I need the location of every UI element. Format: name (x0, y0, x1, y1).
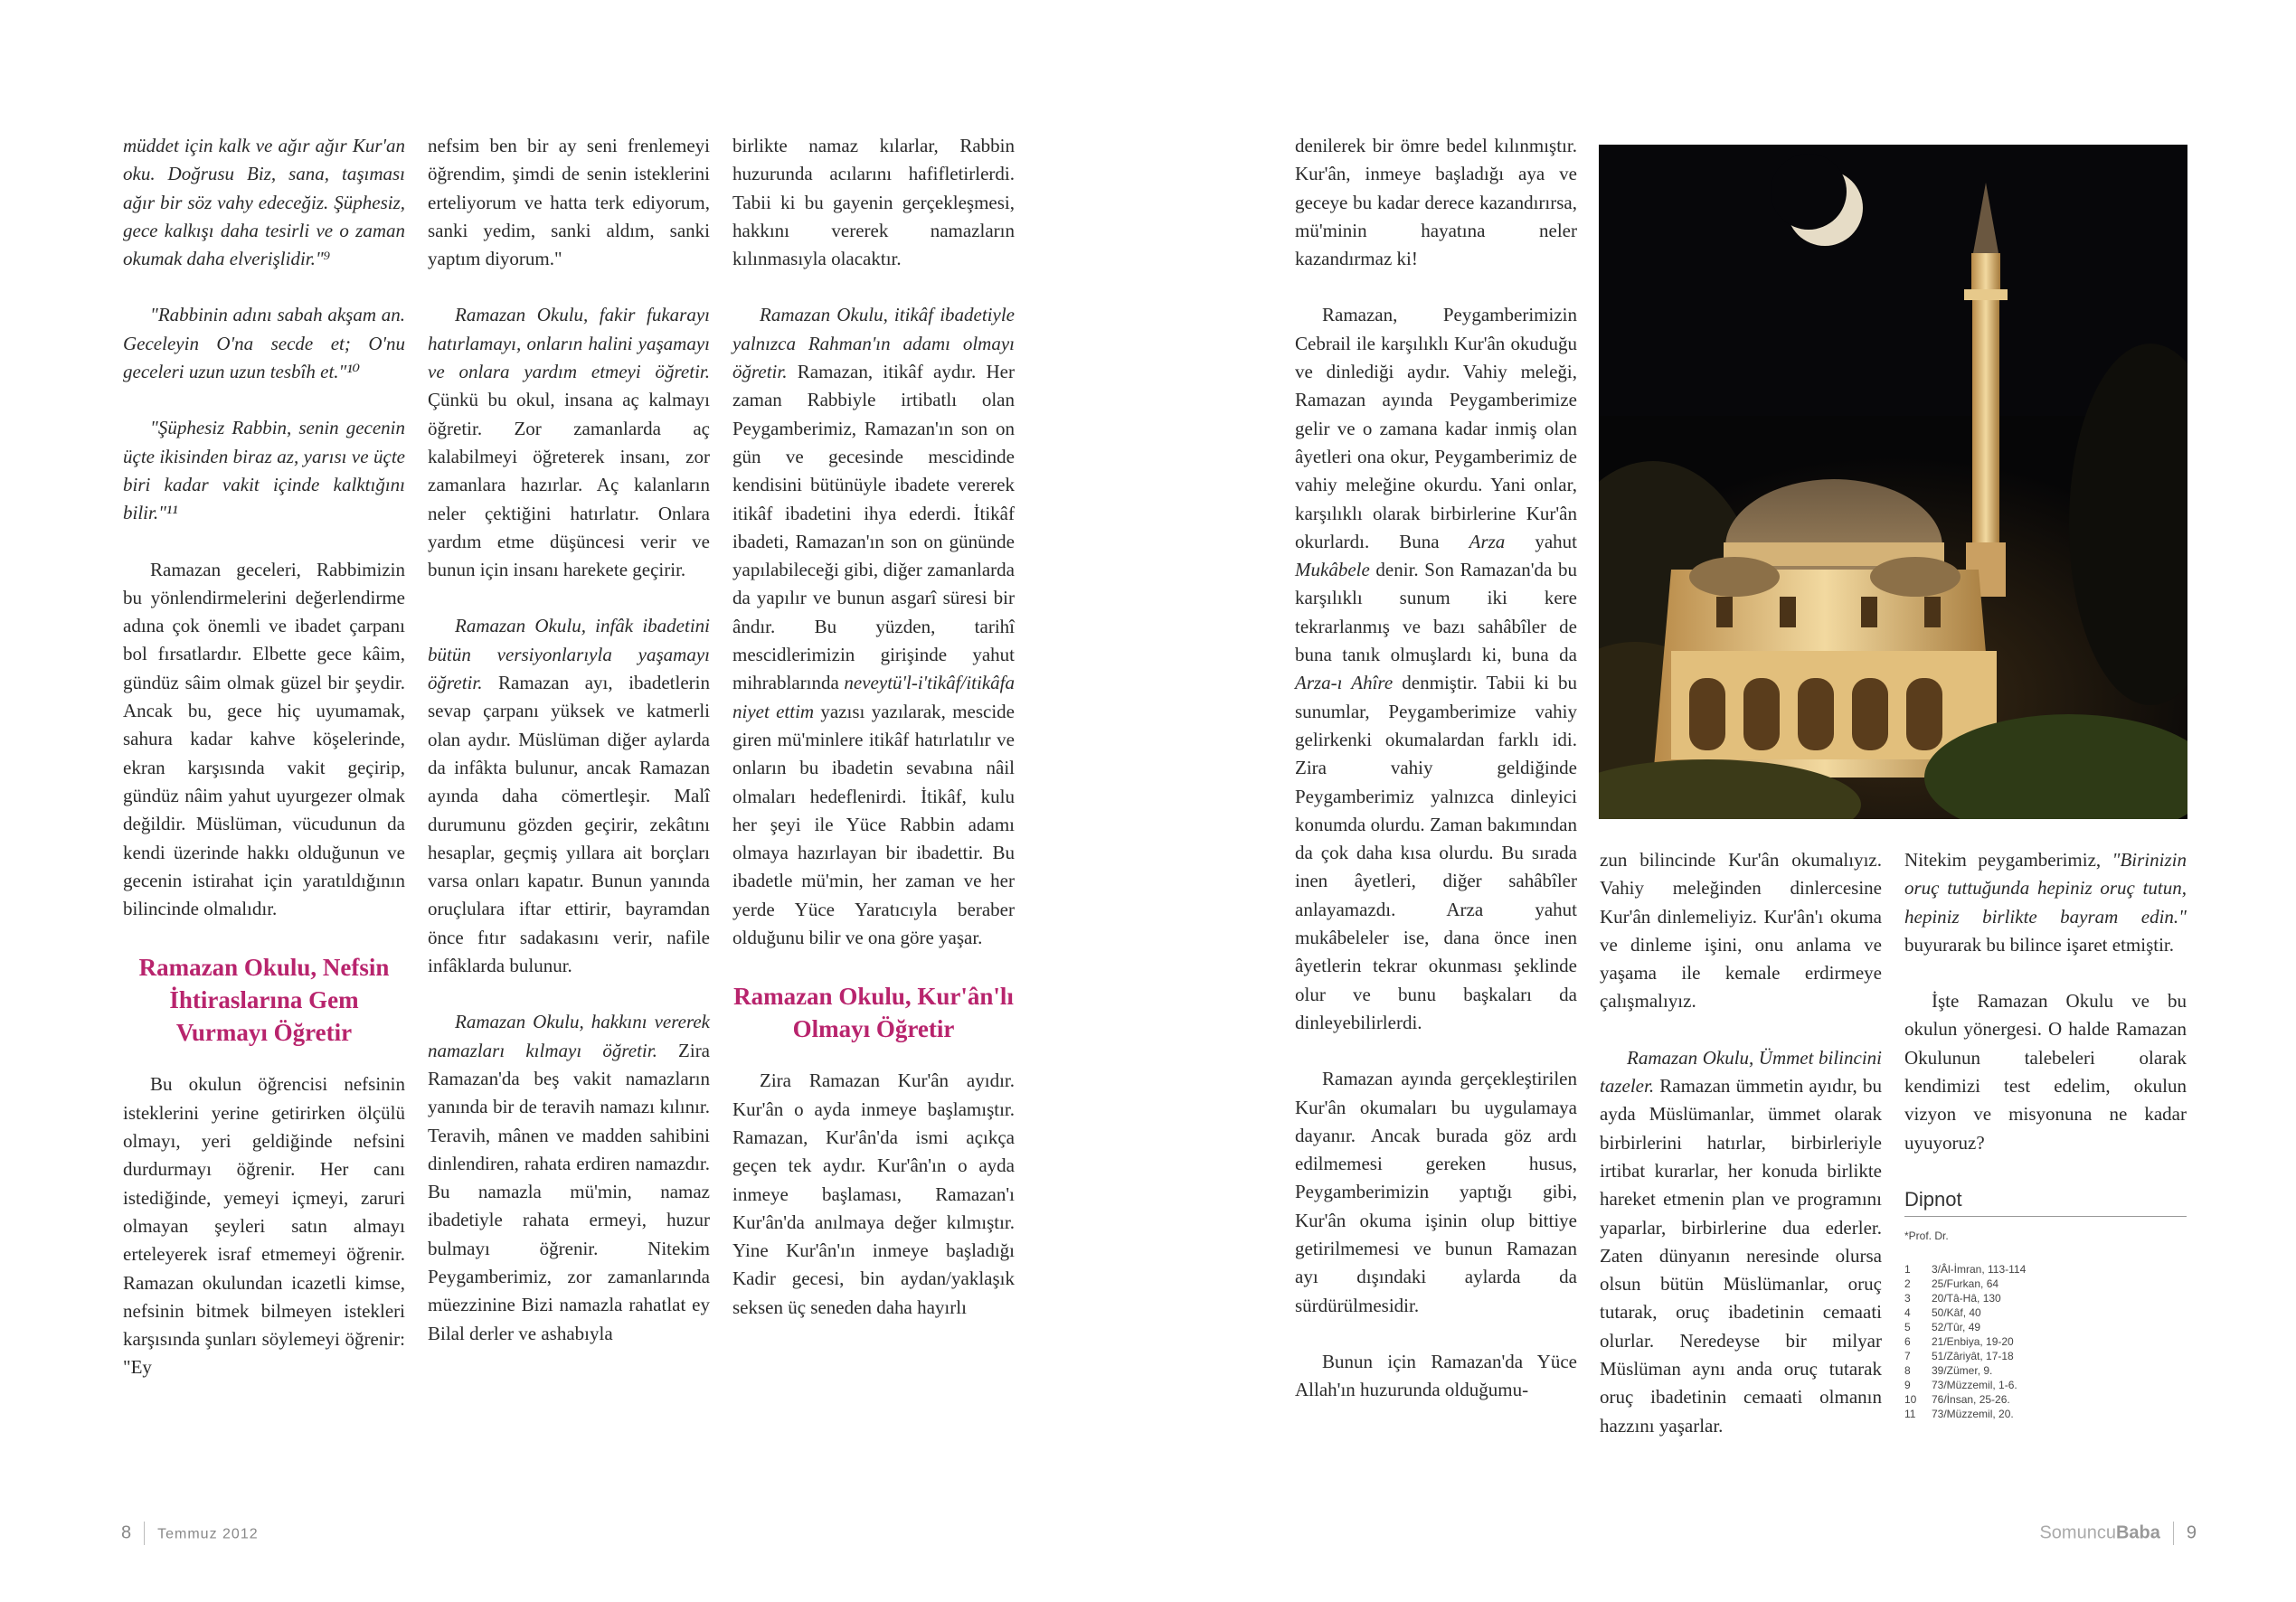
footer-left (121, 1522, 259, 1545)
footnote-list (1904, 1262, 2187, 1421)
footnote-number: 9 (1904, 1378, 1911, 1391)
footnote-number: 4 (1904, 1305, 1911, 1319)
footnotes (1904, 1185, 2187, 1421)
column-1 (123, 132, 405, 1410)
paragraph-text: denir. Son Ramazan'da bu karşılıklı sunum iki kere tekrarlanmış ve bazı sahâbîler de buna tanık olmuşlardı ki, buna da (1295, 559, 1577, 666)
footnote-text: 76/İnsan, 25-26. (1932, 1392, 2010, 1406)
paragraph-text: Zira Ramazan'da beş vakit namazların yanında bir de teravih namazı kılınır. Teravih, mânen ve madden sahibini dinlendiren, rahata erdiren namazdır. Bu namazla mü'min, namaz ibadetiyle rahata ermeyi, huzur bulmayı öğrenir. Nitekim Peygamberimiz, zor zamanlarında müezzinine Bizi namazla rahatlat ey Bilal derler ve ashabıyla (428, 1039, 711, 1344)
footnote-number: 3 (1904, 1291, 1911, 1305)
column-3 (732, 132, 1015, 1350)
paragraph-text: denmiştir. Tabii ki bu sunumlar, Peygamberimize vahiy gelirkenki okumalardan farklı idi. Zira vahiy geldiğinde Peygamberimiz yalnızca dinleyici konumda olurdu. Zaman bakımından da çok daha kısa olurdu. Bu sırada inen âyetleri, diğer sahâbîler anlayamazdı. Arza yahut mukâbeleler ise, dana önce inen âyetlerin tekrar okunması şeklinde olur ve bunu başkaları da dinleyebilirlerdi. (1295, 672, 1577, 1033)
paragraph: denilerek bir ömre bedel kılınmıştır. Kur'ân, inmeye başladığı aya ve geceye bu kadar derece kazandırırsa, mü'minin hayatına neler kazandırmaz ki! (1295, 135, 1577, 270)
section-heading: Ramazan Okulu, Nefsin İhtiraslarına Gem Vurmayı Öğretir (138, 954, 390, 1047)
footnote-item (1904, 1407, 2187, 1421)
paragraph-text: Nitekim peygamberimiz, (1904, 849, 2112, 871)
term-italic: Arza (1469, 530, 1506, 552)
footnote-item (1904, 1392, 2187, 1407)
section-heading: Ramazan Okulu, Kur'ân'lı Olmayı Öğretir (733, 983, 1014, 1043)
footnote-text: 21/Enbiya, 19-20 (1932, 1334, 2014, 1348)
footnote-text: 52/Tûr, 49 (1932, 1320, 1981, 1333)
divider (144, 1522, 145, 1545)
footnote-text: 25/Furkan, 64 (1932, 1277, 1999, 1290)
column-6 (1904, 846, 2187, 1421)
term-italic: Arza-ı Ahîre (1295, 672, 1394, 694)
paragraph: Ramazan geceleri, Rabbimizin bu yönlendirmelerini değerlendirme adına çok önemli ve ibadet çarpanı bol fırsatlardır. Elbette gece kâim, gündüz sâim olmak güzel bir şeydir. Ancak bu, gece hiç uyumamak, sahura kadar kahve köşelerinde, ekran karşısında vakit geçirip, gündüz nâim yahut uyurgezer olmak değildir. Müslüman, vücudunun da kendi üzerinde hakkı olduğunun ve gecenin istirahat için yaratıldığının bilincinde olmalıdır. (123, 558, 405, 920)
footnote-text: 51/Zâriyât, 17-18 (1932, 1349, 2014, 1362)
paragraph (732, 301, 1015, 952)
paragraph-text: yazısı yazılarak, mescide giren mü'minlere itikâf hatırlatılır ve onların bu ibadetin sevabına nâil olmaları hedeflenirdi. İtikâf, kulu her şeyi ile Yüce Rabbin adamı olmaya hazırlayan bir ibadettir. Bu ibadetle mü'min, her zaman ve her yerde Yüce Yaratıcıyla beraber olduğunu bilir ve ona göre yaşar. (732, 700, 1015, 949)
paragraph: Ramazan ayında gerçekleştirilen Kur'ân okumaları bu uygulamaya dayanır. Ancak burada göz ardı edilmemesi gereken husus, Peygamberimizin yaptığı gibi, Kur'ân okuma işinin olup bittiye getirilmemesi ve bunun Ramazan ayı dışındaki aylarda da sürdürülmesidir. (1295, 1068, 1577, 1316)
footnote-text: 39/Zümer, 9. (1932, 1363, 1993, 1377)
paragraph (428, 301, 710, 584)
footnote-text: 73/Müzzemil, 20. (1932, 1407, 2014, 1420)
column-4 (1295, 132, 1577, 1432)
paragraph-text: Ramazan ümmetin ayıdır, bu ayda Müslümanlar, ümmet olarak birbirlerini hatırlar, birbirleriyle irtibat kurarlar, her konuda birlikte hareket etmenin plan ve programını yaparlar, birbirlerine dua ederler. Zaten dünyanın neresinde olursa olsun bütün Müslümanlar, oruç tutarak, oruç ibadetinin cemaati olurlar. Neredeyse bir milyar Müslüman aynı anda oruç tutarak oruç ibadetinin cemaati olmanın hazzını yaşarlar. (1600, 1075, 1882, 1437)
column-5 (1600, 846, 1882, 1468)
divider (2173, 1522, 2174, 1545)
paragraph (428, 1008, 710, 1348)
footnote-item (1904, 1262, 2187, 1277)
footnote-item (1904, 1349, 2187, 1363)
mosque-night-photo (1599, 145, 2187, 819)
footnote-text: 73/Müzzemil, 1-6. (1932, 1378, 2017, 1391)
page-number: 9 (2186, 1522, 2197, 1543)
footnote-item (1904, 1305, 2187, 1320)
hadith-italic: "Birinizin oruç tuttuğunda hepiniz oruç tutun, hepiniz birlikte bayram edin." (1904, 849, 2187, 928)
magazine-logo-part: Baba (2115, 1522, 2160, 1543)
paragraph: "Rabbinin adını sabah akşam an. Geceleyin O'na secde et; O'nu geceleri uzun uzun tesbîh et."¹⁰ (123, 304, 405, 383)
paragraph-text: Çünkü bu okul, insana aç kalmayı öğretir. Zor zamanlarda aç kalabilmeyi öğreterek insanı, zor zamanlara hazırlar. Aç kalanların neler çektiğini hatırlatır. Onlara yardım etme düşüncesi verir ve bunun için insanı harekete geçirir. (428, 389, 710, 581)
paragraph-text: buyurarak bu bilince işaret etmiştir. (1904, 933, 2174, 956)
inline-italic: neveytü'l-i'tikâf/itikâfa niyet ettim (732, 672, 1015, 722)
column-2 (428, 132, 710, 1376)
paragraph (1600, 1044, 1882, 1440)
footnote-item (1904, 1378, 2187, 1392)
footnote-number: 2 (1904, 1277, 1911, 1290)
footnote-text: 3/Âl-İmran, 113-114 (1932, 1262, 2027, 1276)
lead-italic: Ramazan Okulu, fakir fukarayı hatırlamayı, onların halini yaşamayı ve onlara yardım etmeyi öğretir. (428, 304, 710, 383)
paragraph: "Şüphesiz Rabbin, senin gecenin üçte ikisinden biraz az, yarısı ve üçte biri kadar vakit içinde kalktığını bilir."¹¹ (123, 417, 405, 524)
footnote-number: 5 (1904, 1320, 1911, 1333)
paragraph: Bu okulun öğrencisi nefsinin isteklerini yerine getirirken ölçülü olmayı, yeri geldiğinde nefsini durdurmayı öğrenir. Her canı istediğinde, yemeyi içmeyi, zaruri olmayan şeyleri satın almayı erteleyerek israf etmemeyi öğrenir. Ramazan okulundan icazetli kimse, nefsinin bitmek bilmeyen istekleri karşısında şunları söylemeyi öğrenir: "Ey (123, 1073, 405, 1379)
paragraph (428, 612, 710, 980)
paragraph: Zira Ramazan Kur'ân ayıdır. Kur'ân o ayda inmeye başlamıştır. Ramazan, Kur'ân'da ismi açıkça geçen tek aydır. Kur'ân'ın o ayda inmeye başlaması, Ramazan'ı Kur'ân'da anılmaya değer kılmıştır. Yine Kur'ân'ın inmeye başladığı Kadir gecesi, bin aydan/yaklaşık seksen üç seneden daha hayırlı (732, 1070, 1015, 1318)
paragraph (1904, 846, 2187, 959)
footnote-item (1904, 1277, 2187, 1291)
footnote-prefix: *Prof. Dr. (1904, 1230, 1949, 1243)
paragraph-text: yahut (1505, 530, 1577, 552)
term-italic: Mukâbele (1295, 559, 1370, 581)
footnote-item (1904, 1334, 2187, 1349)
lead-italic: Ramazan Okulu, hakkını vererek namazları kılmayı öğretir. (428, 1011, 710, 1061)
paragraph-text: Ramazan, itikâf aydır. Her zaman Rabbiyle irtibatlı olan Peygamberimiz, Ramazan'ın son on gün ve gecesinde mescidinde kendisini bütünüyle ibadete vererek itikâf ibadetini ihya ederdi. İtikâf ibadeti, Ramazan'ın son on gününde yapılabileceği gibi, diğer zamanlarda da yapılır ve bunun asgarî süresi bir ândır. Bu yüzden, tarihî mescidlerimizin girişinde yahut mihrablarında (732, 361, 1015, 694)
lead-italic: Ramazan Okulu, itikâf ibadetiyle yalnızca Rahman'ın adamı olmayı öğretir. (732, 304, 1015, 383)
footnote-number: 11 (1904, 1407, 1916, 1420)
lead-italic: Ramazan Okulu, Ümmet bilincini tazeler. (1600, 1046, 1882, 1098)
footnote-item (1904, 1291, 2187, 1305)
paragraph (1295, 301, 1577, 1037)
footnote-number: 10 (1904, 1392, 1917, 1406)
footnotes-title: Dipnot (1904, 1185, 2187, 1217)
footnote-number: 8 (1904, 1363, 1911, 1377)
footnote-number: 7 (1904, 1349, 1911, 1362)
issue-date: Temmuz 2012 (157, 1526, 259, 1542)
footnote-text: 50/Kâf, 40 (1932, 1305, 1981, 1319)
paragraph: Bunun için Ramazan'da Yüce Allah'ın huzurunda olduğumu- (1295, 1350, 1577, 1401)
footnote-item (1904, 1320, 2187, 1334)
paragraph: İşte Ramazan Okulu ve bu okulun yönergesi. O halde Ramazan Okulunun talebeleri olarak kendimizi test edelim, okulun vizyon ve misyonuna ne kadar uyuyoruz? (1904, 990, 2187, 1154)
footer-right (2039, 1522, 2197, 1545)
paragraph: nefsim ben bir ay seni frenlemeyi öğrendim, şimdi de senin isteklerini erteliyorum ve hatta terk ediyorum, sanki yedim, sanki aldım, sanki yaptım diyorum." (428, 135, 710, 270)
paragraph-text: Ramazan, Peygamberimizin Cebrail ile karşılıklı Kur'ân okuduğu ve dinlediği aydır. Vahiy meleği, Ramazan ayında Peygamberimize gelir ve o zamana kadar inmiş olan âyetleri ona okur, Peygamberimiz de vahiy meleğine okurdu. Yani onlar, karşılıklı olarak birbirlerine Kur'ân okurlardı. Buna (1295, 304, 1577, 552)
footnote-number: 1 (1904, 1262, 1911, 1276)
footnote-text: 20/Tâ-Hâ, 130 (1932, 1291, 2001, 1305)
magazine-logo-part: Somuncu (2039, 1522, 2116, 1543)
lead-italic: Ramazan Okulu, infâk ibadetini bütün versiyonlarıyla yaşamayı öğretir. (428, 615, 710, 694)
paragraph: zun bilincinde Kur'ân okumalıyız. Vahiy meleğinden dinlercesine Kur'ân dinlemeliyiz. Kur'ân'ı okuma ve dinleme işini, onu anlama ve yaşama ile kemale erdirmeye çalışmalıyız. (1600, 849, 1882, 1013)
paragraph: müddet için kalk ve ağır ağır Kur'an oku. Doğrusu Biz, sana, taşıması ağır bir söz vahy edeceğiz. Şüphesiz, gece kalkışı daha tesirli ve o zaman okumak daha elverişlidir."⁹ (123, 135, 405, 270)
page-number: 8 (121, 1522, 132, 1543)
paragraph-text: Ramazan ayı, ibadetlerin sevap çarpanı yüksek ve katmerli olan aydır. Müslüman diğer aylarda da infâkta bulunur, ancak Ramazan ayında daha cömertleşir. Malî durumunu gözden geçirir, zekâtını hesaplar, geçmiş yıllara ait borçları varsa onları kapatır. Bunun yanında oruçlulara iftar ettirir, bayramdan önce fıtır sadakasını verir, nafile infâklarda bulunur. (428, 672, 710, 977)
footnote-number: 6 (1904, 1334, 1911, 1348)
paragraph: birlikte namaz kılarlar, Rabbin huzurunda acılarını hafifletirlerdi. Tabii ki bu gayenin gerçekleşmesi, hakkını vererek namazların kılınmasıyla olacaktır. (732, 135, 1015, 270)
footnote-item (1904, 1363, 2187, 1378)
